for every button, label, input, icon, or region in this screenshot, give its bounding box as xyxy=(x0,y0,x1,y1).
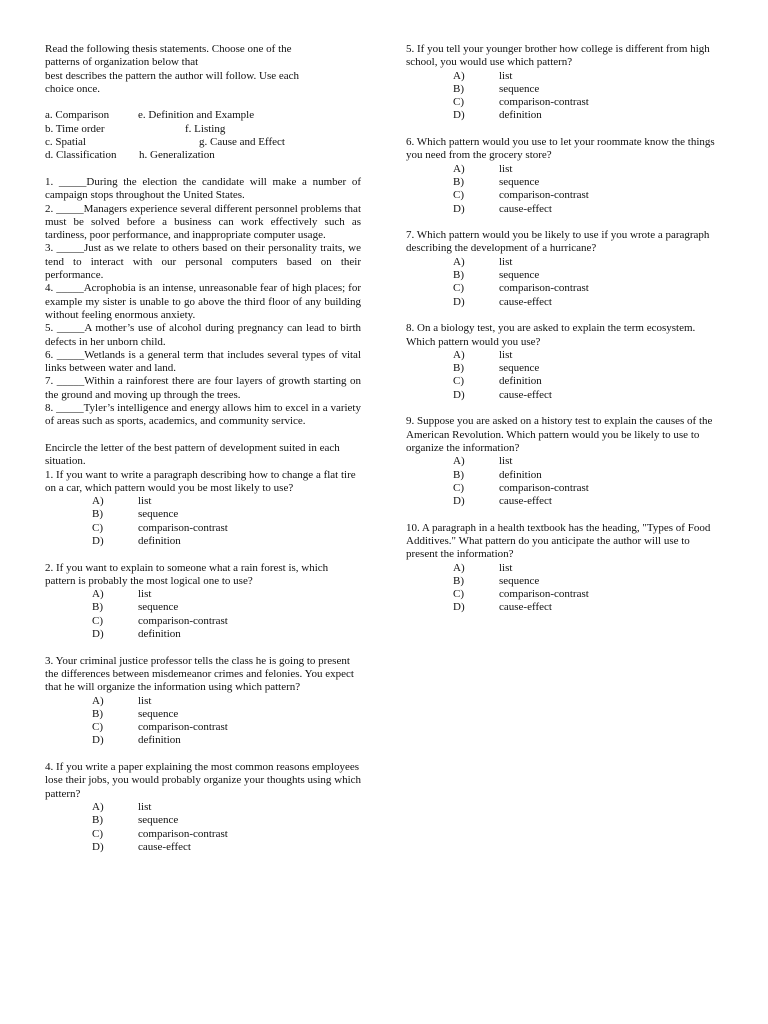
option-text: cause-effect xyxy=(499,601,552,614)
option-text: list xyxy=(138,694,152,707)
question-text: 3. Your criminal justice professor tells the class he is going to present the differences between misdemeanor crimes and felonies. You expect that he will organize the information using which pattern? xyxy=(45,654,354,694)
option-text: sequence xyxy=(499,175,540,188)
question-text: 4. If you write a paper explaining the most common reasons employees lose their jobs, you would probably organize your thoughts using which pattern? xyxy=(45,761,362,800)
option-letter: B) xyxy=(453,269,464,282)
answer-option[interactable] xyxy=(453,588,719,601)
answer-option[interactable] xyxy=(92,801,361,814)
option-letter: D) xyxy=(453,495,465,508)
thesis-statement: 6. _____Wetlands is a general term that includes several types of vital links between water and land. xyxy=(45,348,361,375)
option-letter: D) xyxy=(92,534,104,547)
answer-option[interactable] xyxy=(92,615,361,628)
option-letter: C) xyxy=(453,96,464,109)
option-text: sequence xyxy=(499,269,540,282)
answer-option[interactable] xyxy=(453,362,719,375)
answer-option[interactable] xyxy=(92,734,361,747)
pattern-legend xyxy=(45,109,361,162)
answer-option[interactable] xyxy=(453,455,719,468)
option-text: sequence xyxy=(499,82,540,95)
option-letter: C) xyxy=(453,282,464,295)
option-letter: B) xyxy=(453,468,464,481)
option-text: comparison-contrast xyxy=(499,189,589,202)
option-letter: B) xyxy=(453,175,464,188)
option-text: list xyxy=(138,588,152,601)
option-text: comparison-contrast xyxy=(138,521,228,534)
answer-option[interactable] xyxy=(92,828,361,841)
option-text: list xyxy=(499,255,513,268)
option-letter: D) xyxy=(453,295,465,308)
option-letter: C) xyxy=(453,189,464,202)
answer-option[interactable] xyxy=(453,389,719,402)
question-7 xyxy=(406,229,719,309)
answer-option[interactable] xyxy=(453,495,719,508)
option-text: comparison-contrast xyxy=(138,614,228,627)
option-letter: B) xyxy=(453,82,464,95)
option-text: definition xyxy=(138,734,181,747)
answer-option[interactable] xyxy=(453,96,719,109)
thesis-statement: 3. _____Just as we relate to others based on their personality traits, we tend to interact with our personal computers based on their performance. xyxy=(45,242,361,282)
option-text: definition xyxy=(499,375,542,388)
option-letter: B) xyxy=(92,814,103,827)
option-letter: D) xyxy=(92,628,104,641)
answer-option[interactable] xyxy=(453,109,719,122)
option-letter: C) xyxy=(92,721,103,734)
instructions-line: patterns of organization below that xyxy=(45,56,199,69)
option-letter: D) xyxy=(453,109,465,122)
option-text: list xyxy=(499,348,513,361)
option-text: sequence xyxy=(499,574,540,587)
answer-option[interactable] xyxy=(92,601,361,614)
option-letter: A) xyxy=(92,495,104,508)
answer-option[interactable] xyxy=(453,375,719,388)
question-5 xyxy=(406,43,719,123)
option-text: comparison-contrast xyxy=(138,827,228,840)
option-letter: B) xyxy=(92,508,103,521)
question-text: 9. Suppose you are asked on a history test to explain the causes of the American Revolution. Which pattern would you be likely to use to organize the information? xyxy=(406,415,713,454)
answer-option[interactable] xyxy=(453,70,719,83)
answer-option[interactable] xyxy=(453,296,719,309)
answer-option[interactable] xyxy=(453,575,719,588)
instructions-line: best describes the pattern the author will follow. Use each xyxy=(45,69,300,82)
option-text: cause-effect xyxy=(499,202,552,215)
thesis-statement: 8. _____Tyler’s intelligence and energy allows him to excel in a variety of areas such as sports, academics, and community service. xyxy=(45,402,361,428)
question-2 xyxy=(45,562,361,642)
thesis-statement: 5. _____A mother’s use of alcohol during pregnancy can lead to birth defects in her unborn child. xyxy=(45,322,361,348)
option-letter: C) xyxy=(92,521,103,534)
option-text: sequence xyxy=(499,362,540,375)
question-3 xyxy=(45,655,361,748)
option-text: comparison-contrast xyxy=(499,282,589,295)
option-text: list xyxy=(138,495,152,508)
question-text: 1. If you want to write a paragraph describing how to change a flat tire on a car, which pattern would you be most likely to use? xyxy=(45,468,356,494)
option-text: sequence xyxy=(138,508,179,521)
option-text: cause-effect xyxy=(499,388,552,401)
question-text: 8. On a biology test, you are asked to explain the term ecosystem. Which pattern would you use? xyxy=(406,322,696,348)
thesis-statement: 1. _____During the election the candidate will make a number of campaign stops throughout the United States. xyxy=(45,175,361,202)
answer-option[interactable] xyxy=(92,508,361,521)
thesis-statement: 4. _____Acrophobia is an intense, unreasonable fear of high places; for example my sister is unable to go above the third floor of any building without feeling enormous anxiety. xyxy=(45,282,361,321)
option-text: cause-effect xyxy=(499,295,552,308)
thesis-statement: 7. _____Within a rainforest there are four layers of growth starting on the ground and moving up through the trees. xyxy=(45,375,361,401)
question-text: 2. If you want to explain to someone what a rain forest is, which pattern is probably the most logical one to use? xyxy=(45,561,329,587)
option-letter: D) xyxy=(453,601,465,614)
option-letter: A) xyxy=(92,800,104,813)
left-column xyxy=(45,43,361,854)
option-letter: A) xyxy=(92,694,104,707)
pattern-option: c. Spatial xyxy=(45,136,86,149)
answer-option[interactable] xyxy=(453,83,719,96)
option-text: cause-effect xyxy=(499,495,552,508)
option-letter: A) xyxy=(453,348,465,361)
option-text: definition xyxy=(499,468,542,481)
answer-option[interactable] xyxy=(453,176,719,189)
option-text: list xyxy=(499,69,513,82)
answer-option[interactable] xyxy=(453,601,719,614)
question-8 xyxy=(406,322,719,402)
answer-option[interactable] xyxy=(453,203,719,216)
option-letter: D) xyxy=(92,734,104,747)
answer-option[interactable] xyxy=(453,256,719,269)
instructions-line: Read the following thesis statements. Choose one of the xyxy=(45,43,292,55)
option-letter: D) xyxy=(92,840,104,853)
answer-option[interactable] xyxy=(453,562,719,575)
option-text: list xyxy=(499,455,513,468)
option-letter: C) xyxy=(92,614,103,627)
question-10 xyxy=(406,522,719,615)
question-1 xyxy=(45,469,361,549)
option-text: sequence xyxy=(138,814,179,827)
option-text: list xyxy=(499,561,513,574)
pattern-option: e. Definition and Example xyxy=(138,109,255,122)
answer-option[interactable] xyxy=(453,163,719,176)
option-letter: A) xyxy=(453,69,465,82)
option-text: comparison-contrast xyxy=(138,721,228,734)
option-letter: A) xyxy=(453,162,465,175)
option-text: sequence xyxy=(138,707,179,720)
option-text: list xyxy=(138,800,152,813)
answer-option[interactable] xyxy=(92,721,361,734)
option-text: sequence xyxy=(138,601,179,614)
question-9 xyxy=(406,415,719,508)
answer-option[interactable] xyxy=(453,482,719,495)
option-letter: B) xyxy=(453,574,464,587)
option-letter: B) xyxy=(92,601,103,614)
answer-option[interactable] xyxy=(453,349,719,362)
pattern-option: g. Cause and Effect xyxy=(199,136,285,149)
question-text: 7. Which pattern would you be likely to use if you wrote a paragraph describing the development of a hurricane? xyxy=(406,229,710,255)
pattern-option: h. Generalization xyxy=(139,149,215,162)
pattern-option: b. Time order xyxy=(45,122,105,135)
option-letter: A) xyxy=(453,455,465,468)
option-text: definition xyxy=(499,109,542,122)
answer-option[interactable] xyxy=(453,282,719,295)
instructions xyxy=(45,43,361,96)
option-letter: D) xyxy=(453,388,465,401)
option-letter: B) xyxy=(453,362,464,375)
answer-option[interactable] xyxy=(453,469,719,482)
answer-option[interactable] xyxy=(453,269,719,282)
answer-option[interactable] xyxy=(453,189,719,202)
right-column xyxy=(406,43,719,615)
pattern-option: f. Listing xyxy=(185,122,226,135)
option-text: definition xyxy=(138,534,181,547)
option-letter: C) xyxy=(453,375,464,388)
option-text: comparison-contrast xyxy=(499,96,589,109)
pattern-option: a. Comparison xyxy=(45,109,110,122)
answer-option[interactable] xyxy=(92,522,361,535)
option-text: comparison-contrast xyxy=(499,588,589,601)
instructions-line: choice once. xyxy=(45,82,100,95)
question-text: 5. If you tell your younger brother how college is different from high school, you would use which pattern? xyxy=(406,43,710,69)
answer-option[interactable] xyxy=(92,535,361,548)
option-letter: A) xyxy=(453,255,465,268)
option-text: comparison-contrast xyxy=(499,481,589,494)
question-text: 6. Which pattern would you use to let your roommate know the things you need from the grocery store? xyxy=(406,136,715,162)
thesis-statements xyxy=(45,176,361,429)
answer-option[interactable] xyxy=(92,628,361,641)
option-letter: B) xyxy=(92,707,103,720)
option-text: list xyxy=(499,162,513,175)
option-letter: C) xyxy=(92,827,103,840)
answer-option[interactable] xyxy=(92,841,361,854)
question-6 xyxy=(406,136,719,216)
option-letter: D) xyxy=(453,202,465,215)
option-text: cause-effect xyxy=(138,840,191,853)
answer-option[interactable] xyxy=(92,588,361,601)
answer-option[interactable] xyxy=(92,814,361,827)
option-letter: C) xyxy=(453,588,464,601)
answer-option[interactable] xyxy=(92,708,361,721)
answer-option[interactable] xyxy=(92,495,361,508)
pattern-option: d. Classification xyxy=(45,149,117,162)
option-letter: A) xyxy=(92,588,104,601)
option-letter: A) xyxy=(453,561,465,574)
option-letter: C) xyxy=(453,481,464,494)
answer-option[interactable] xyxy=(92,695,361,708)
option-text: definition xyxy=(138,628,181,641)
question-4 xyxy=(45,761,361,854)
question-text: 10. A paragraph in a health textbook has the heading, "Types of Food Additives." What pattern do you anticipate the author will use to present the information? xyxy=(406,521,711,561)
thesis-statement: 2. _____Managers experience several different personnel problems that must be solved before a business can work effectively such as tardiness, poor performance, and inappropriate computer usage. xyxy=(45,202,361,242)
section-instructions: Encircle the letter of the best pattern of development suited in each situation. xyxy=(45,441,340,468)
